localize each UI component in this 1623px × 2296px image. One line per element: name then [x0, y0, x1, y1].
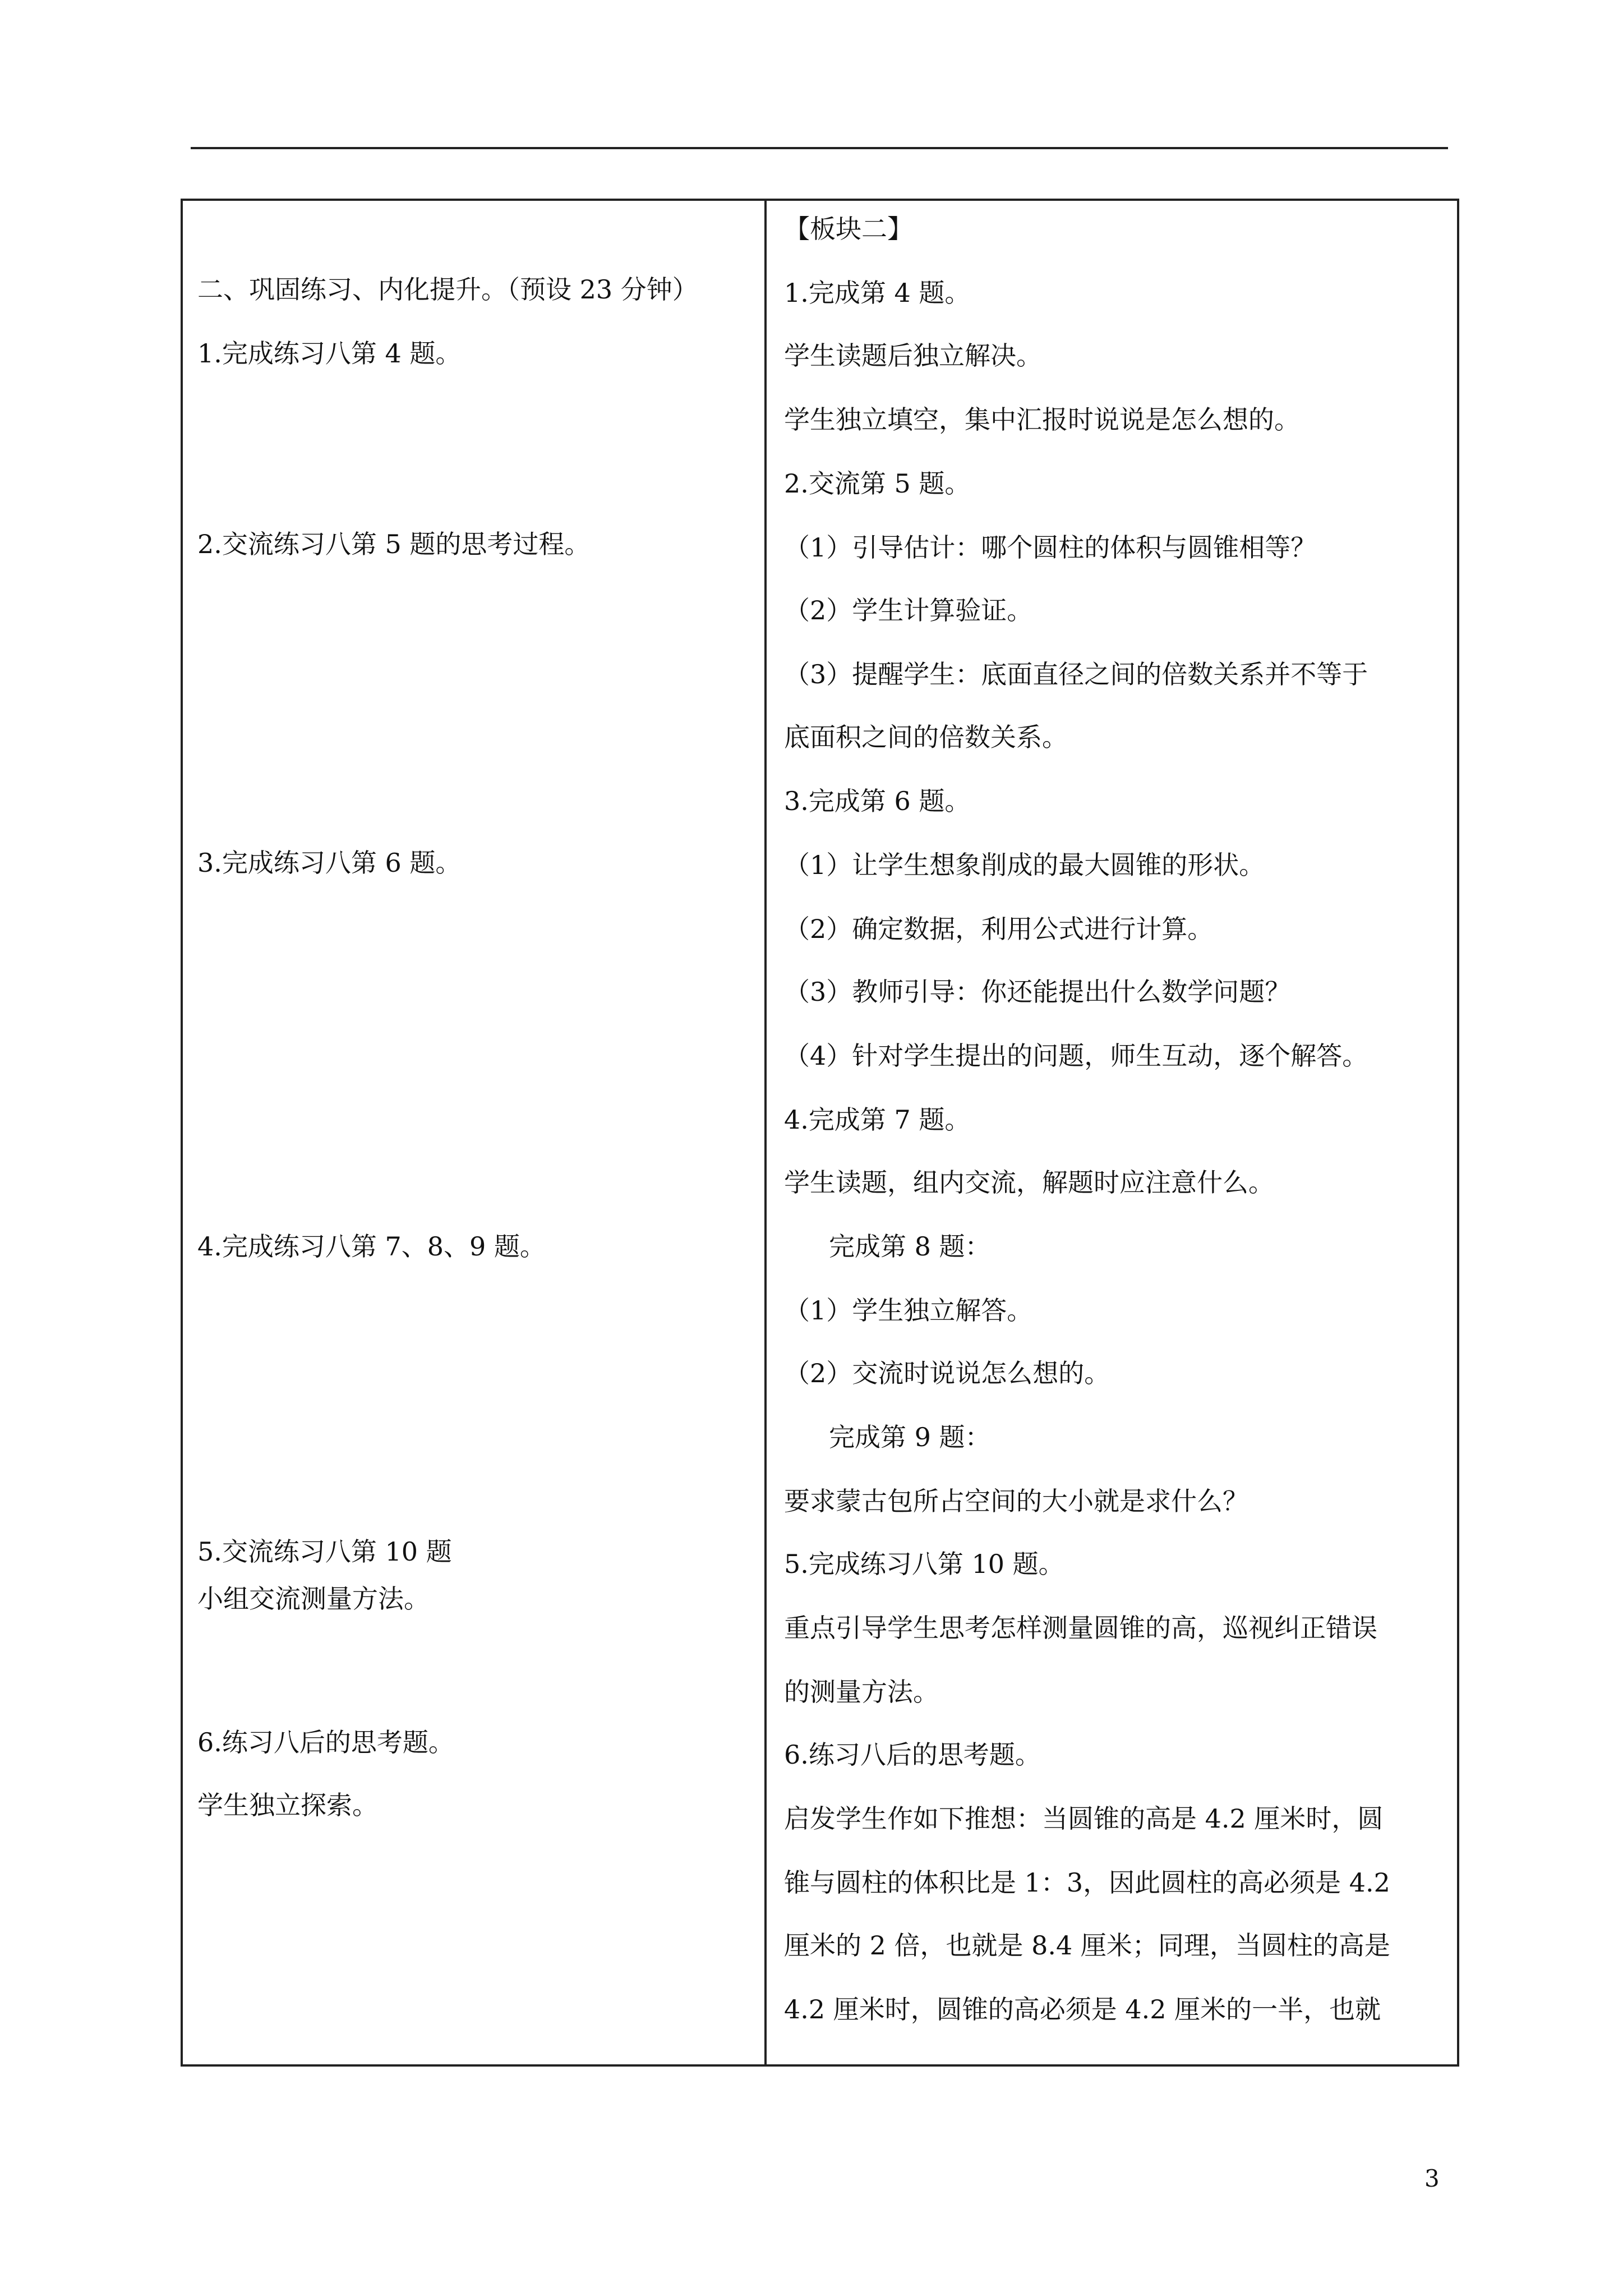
right-line-26: 锥与圆柱的体积比是 1：3，因此圆柱的高必须是 4.2 [784, 1867, 1390, 1898]
left-item-4: 4.完成练习八第 7、8、9 题。 [197, 1231, 546, 1262]
left-item-3: 3.完成练习八第 6 题。 [197, 848, 462, 878]
right-line-21: 5.完成练习八第 10 题。 [784, 1549, 1064, 1579]
right-line-5: （1）引导估计：哪个圆柱的体积与圆锥相等？ [784, 532, 1317, 563]
right-line-23: 的测量方法。 [784, 1677, 939, 1707]
right-line-25: 启发学生作如下推想：当圆锥的高是 4.2 厘米时，圆 [784, 1803, 1384, 1834]
right-line-9: 3.完成第 6 题。 [784, 786, 971, 816]
left-item-5-note: 小组交流测量方法。 [197, 1584, 430, 1614]
right-line-12: （3）教师引导：你还能提出什么数学问题？ [784, 977, 1291, 1007]
right-line-19: 完成第 9 题： [829, 1422, 991, 1452]
right-line-8: 底面积之间的倍数关系。 [784, 722, 1068, 752]
right-line-4: 2.交流第 5 题。 [784, 468, 971, 499]
right-line-28: 4.2 厘米时，圆锥的高必须是 4.2 厘米的一半，也就 [784, 1994, 1381, 2024]
right-line-1: 1.完成第 4 题。 [784, 278, 971, 308]
right-block-title: 【板块二】 [784, 214, 913, 244]
right-line-20: 要求蒙古包所占空间的大小就是求什么？ [784, 1486, 1248, 1516]
left-item-1: 1.完成练习八第 4 题。 [197, 338, 462, 369]
left-section-title: 二、巩固练习、内化提升。（预设 23 分钟） [197, 274, 698, 305]
right-line-10: （1）让学生想象削成的最大圆锥的形状。 [784, 850, 1265, 880]
right-line-15: 学生读题，组内交流，解题时应注意什么。 [784, 1167, 1274, 1198]
right-line-7: （3）提醒学生：底面直径之间的倍数关系并不等于 [784, 659, 1368, 689]
column-divider [764, 201, 767, 2064]
right-line-11: （2）确定数据，利用公式进行计算。 [784, 914, 1214, 944]
page-number: 3 [1424, 2165, 1440, 2192]
left-item-5: 5.交流练习八第 10 题 [197, 1536, 452, 1567]
right-line-22: 重点引导学生思考怎样测量圆锥的高，巡视纠正错误 [784, 1613, 1377, 1643]
left-item-6-note: 学生独立探索。 [197, 1790, 378, 1820]
left-item-6: 6.练习八后的思考题。 [197, 1727, 454, 1757]
right-line-3: 学生独立填空，集中汇报时说说是怎么想的。 [784, 404, 1300, 435]
lesson-table [181, 199, 1459, 2067]
right-line-18: （2）交流时说说怎么想的。 [784, 1358, 1110, 1388]
right-line-17: （1）学生独立解答。 [784, 1295, 1033, 1326]
right-line-24: 6.练习八后的思考题。 [784, 1740, 1041, 1770]
header-rule [191, 147, 1448, 149]
right-line-2: 学生读题后独立解决。 [784, 341, 1042, 371]
left-item-2: 2.交流练习八第 5 题的思考过程。 [197, 529, 591, 559]
right-line-16: 完成第 8 题： [829, 1231, 991, 1262]
right-line-27: 厘米的 2 倍，也就是 8.4 厘米；同理，当圆柱的高是 [784, 1930, 1390, 1961]
right-line-6: （2）学生计算验证。 [784, 595, 1033, 625]
right-line-13: （4）针对学生提出的问题，师生互动，逐个解答。 [784, 1041, 1368, 1071]
right-line-14: 4.完成第 7 题。 [784, 1105, 971, 1135]
